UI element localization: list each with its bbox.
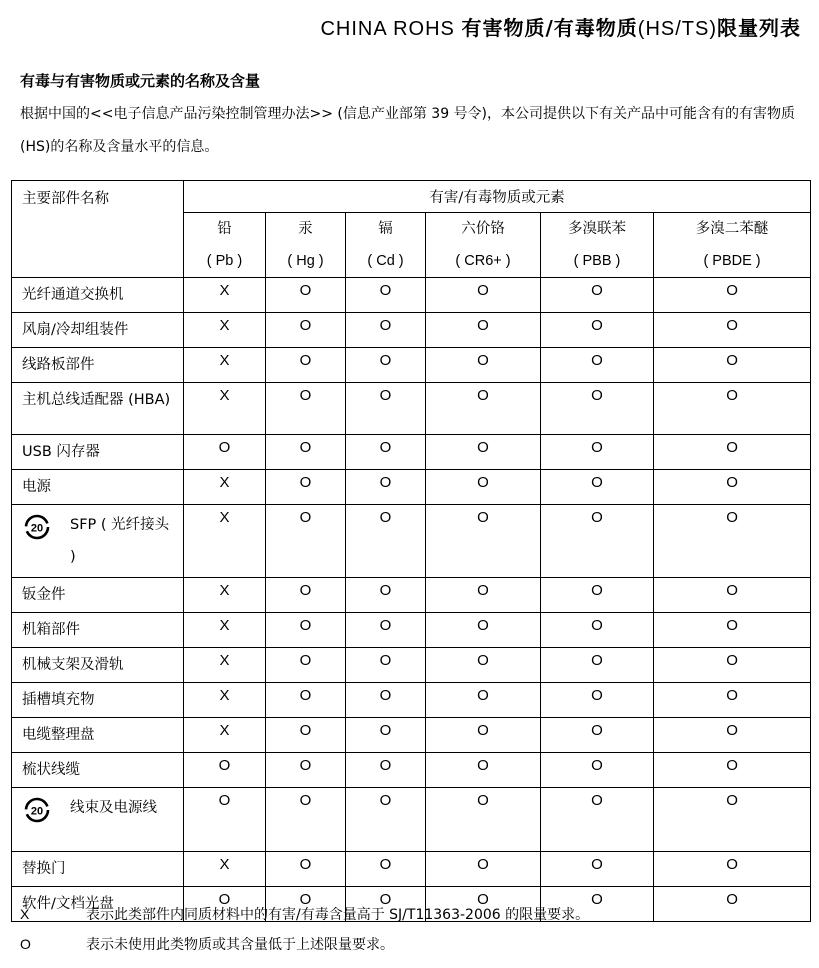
substance-value-cell: X	[184, 613, 266, 648]
substance-value-cell: O	[184, 435, 266, 470]
substance-value-cell: X	[184, 718, 266, 753]
substance-value-cell: O	[426, 278, 541, 313]
epup-label: 20	[30, 522, 44, 535]
substance-header	[184, 213, 266, 278]
substance-value-cell: O	[346, 753, 426, 788]
part-name-cell	[12, 505, 184, 578]
substance-value-cell: O	[654, 788, 811, 852]
part-name: 机械支架及滑轨	[22, 657, 124, 673]
table-row	[12, 753, 811, 788]
substance-value-cell: O	[266, 753, 346, 788]
part-name: 软件/文档光盘	[22, 896, 114, 912]
substance-name: 汞	[298, 221, 313, 237]
substance-value-cell: O	[346, 648, 426, 683]
substance-value-cell: O	[266, 683, 346, 718]
substance-value-cell: O	[346, 470, 426, 505]
substance-value-cell: O	[541, 348, 654, 383]
substance-value-cell: O	[654, 578, 811, 613]
part-name: 线路板部件	[22, 357, 95, 373]
part-header: 主要部件名称	[12, 181, 184, 278]
substance-value-cell: O	[266, 613, 346, 648]
substance-value-cell: O	[426, 313, 541, 348]
part-name-cell	[12, 435, 184, 470]
substance-value-cell: O	[266, 348, 346, 383]
substance-value-cell: O	[426, 470, 541, 505]
substance-symbol: ( Cd )	[367, 253, 404, 269]
substance-value-cell: O	[184, 887, 266, 922]
substance-value-cell: O	[654, 753, 811, 788]
substance-value-cell: O	[266, 435, 346, 470]
table-row	[12, 718, 811, 753]
substance-value-cell: O	[426, 683, 541, 718]
title-cjk: 有害物质/有毒物质	[461, 16, 638, 40]
substance-name: 多溴联苯	[568, 221, 626, 237]
intro-paragraph: 根据中国的<<电子信息产品污染控制管理办法>> (信息产业部第 39 号令)，本公司提供以下有关产品中可能含有的有害物质(HS)的名称及含量水平的信息。	[20, 106, 796, 155]
substance-value-cell: O	[346, 852, 426, 887]
substance-value-cell: O	[654, 613, 811, 648]
part-name: 替换门	[22, 861, 66, 877]
substance-value-cell: O	[346, 718, 426, 753]
title-end: 限量列表	[717, 16, 801, 40]
substance-value-cell: O	[426, 505, 541, 578]
substance-name: 铅	[217, 221, 232, 237]
substance-value-cell: O	[541, 505, 654, 578]
substance-header	[266, 213, 346, 278]
title-latin: CHINA ROHS	[320, 18, 462, 40]
table-row	[12, 578, 811, 613]
part-name-cell	[12, 683, 184, 718]
substance-value-cell: O	[541, 383, 654, 435]
legend-symbol: X	[20, 906, 30, 922]
part-name-cell	[12, 313, 184, 348]
substance-value-cell: O	[266, 852, 346, 887]
part-name: 光纤通道交换机	[22, 287, 124, 303]
part-name: 电源	[22, 479, 51, 495]
part-name-cell	[12, 278, 184, 313]
part-name: 主机总线适配器 (HBA)	[22, 392, 171, 408]
substance-value-cell: O	[654, 313, 811, 348]
part-name-cell	[12, 788, 184, 852]
substance-value-cell: O	[541, 718, 654, 753]
part-name-cell	[12, 383, 184, 435]
part-name: 插槽填充物	[22, 692, 95, 708]
substance-value-cell: O	[541, 683, 654, 718]
substance-group-header: 有害/有毒物质或元素	[184, 181, 811, 213]
substance-value-cell: O	[541, 753, 654, 788]
substance-value-cell: O	[266, 278, 346, 313]
part-name-cell	[12, 852, 184, 887]
part-name: 梳状线缆	[22, 762, 80, 778]
substance-name: 镉	[378, 221, 393, 237]
substance-value-cell: O	[346, 613, 426, 648]
part-name-cell	[12, 718, 184, 753]
substance-value-cell: O	[541, 578, 654, 613]
rohs-table	[11, 180, 811, 922]
substance-value-cell: X	[184, 313, 266, 348]
epup-20-year-icon	[24, 514, 50, 540]
substance-value-cell: O	[654, 383, 811, 435]
substance-value-cell: X	[184, 852, 266, 887]
part-name-cell	[12, 613, 184, 648]
substance-value-cell: O	[426, 648, 541, 683]
substance-value-cell: O	[426, 718, 541, 753]
part-name: 风扇/冷却组装件	[22, 322, 129, 338]
substance-value-cell: O	[266, 383, 346, 435]
title-paren: (HS/TS)	[637, 18, 717, 40]
substance-value-cell: O	[541, 313, 654, 348]
legend-symbol: O	[20, 936, 31, 952]
substance-symbol: ( PBDE )	[703, 253, 761, 269]
substance-value-cell: X	[184, 278, 266, 313]
substance-value-cell: O	[654, 852, 811, 887]
substance-value-cell: O	[541, 613, 654, 648]
substance-value-cell: X	[184, 348, 266, 383]
legend-text: 表示此类部件内同质材料中的有害/有毒含量高于 SJ/T11363-2006 的限量要求。	[86, 907, 590, 923]
substance-value-cell: O	[346, 683, 426, 718]
table-row	[12, 648, 811, 683]
substance-value-cell: O	[541, 648, 654, 683]
substance-value-cell: O	[426, 383, 541, 435]
substance-value-cell: O	[266, 887, 346, 922]
table-row	[12, 435, 811, 470]
table-row	[12, 683, 811, 718]
substance-value-cell: O	[426, 887, 541, 922]
part-name: USB 闪存器	[22, 444, 100, 460]
epup-label: 20	[30, 805, 44, 818]
substance-symbol: ( CR6+ )	[455, 253, 511, 269]
substance-value-cell: O	[541, 852, 654, 887]
substance-value-cell: O	[541, 435, 654, 470]
part-name-cell	[12, 648, 184, 683]
substance-value-cell: O	[426, 852, 541, 887]
substance-value-cell: O	[426, 613, 541, 648]
section-heading: 有毒与有害物质或元素的名称及含量	[20, 72, 261, 90]
substance-value-cell: X	[184, 648, 266, 683]
table-row	[12, 348, 811, 383]
substance-value-cell: O	[426, 578, 541, 613]
substance-value-cell: O	[654, 278, 811, 313]
part-name-cell	[12, 348, 184, 383]
substance-value-cell: O	[541, 278, 654, 313]
page-title	[320, 12, 801, 41]
part-name: SFP ( 光纤接头 )	[70, 517, 170, 565]
part-name: 线束及电源线	[70, 800, 157, 816]
table-row	[12, 613, 811, 648]
substance-symbol: ( PBB )	[573, 253, 621, 269]
substance-value-cell: O	[426, 348, 541, 383]
substance-value-cell: X	[184, 470, 266, 505]
substance-value-cell: O	[346, 278, 426, 313]
substance-value-cell: O	[654, 718, 811, 753]
substance-value-cell: O	[541, 470, 654, 505]
substance-value-cell: O	[654, 648, 811, 683]
part-name: 电缆整理盘	[22, 727, 95, 743]
substance-value-cell: O	[346, 435, 426, 470]
substance-symbol: ( Pb )	[206, 253, 243, 269]
substance-value-cell: O	[654, 348, 811, 383]
substance-header	[426, 213, 541, 278]
substance-value-cell: O	[426, 753, 541, 788]
substance-name: 六价铬	[461, 221, 505, 237]
substance-value-cell: O	[346, 313, 426, 348]
substance-value-cell: O	[346, 578, 426, 613]
substance-value-cell: O	[654, 435, 811, 470]
substance-value-cell: O	[184, 788, 266, 852]
table-row	[12, 470, 811, 505]
substance-name: 多溴二苯醚	[695, 221, 769, 237]
table-row	[12, 505, 811, 578]
substance-value-cell: O	[346, 887, 426, 922]
substance-value-cell: O	[346, 505, 426, 578]
epup-20-year-icon	[24, 797, 50, 823]
substance-symbol: ( Hg )	[287, 253, 324, 269]
part-name-cell	[12, 470, 184, 505]
substance-header	[346, 213, 426, 278]
table-row	[12, 383, 811, 435]
substance-value-cell: O	[346, 788, 426, 852]
table-row	[12, 852, 811, 887]
substance-value-cell: O	[426, 435, 541, 470]
table-row	[12, 278, 811, 313]
part-name: 钣金件	[22, 587, 66, 603]
substance-value-cell: O	[541, 887, 654, 922]
substance-value-cell: O	[184, 753, 266, 788]
substance-value-cell: O	[266, 313, 346, 348]
substance-value-cell: O	[266, 648, 346, 683]
substance-value-cell: O	[266, 788, 346, 852]
substance-value-cell: O	[266, 578, 346, 613]
substance-value-cell: O	[654, 470, 811, 505]
part-name: 机箱部件	[22, 622, 80, 638]
part-name-cell	[12, 578, 184, 613]
substance-value-cell: O	[654, 505, 811, 578]
table-row	[12, 313, 811, 348]
legend-x	[20, 904, 589, 924]
legend-text: 表示未使用此类物质或其含量低于上述限量要求。	[86, 937, 394, 953]
legend-o	[20, 934, 394, 954]
substance-value-cell: O	[654, 887, 811, 922]
table-row	[12, 788, 811, 852]
substance-value-cell: X	[184, 683, 266, 718]
substance-value-cell: O	[541, 788, 654, 852]
substance-value-cell: O	[266, 505, 346, 578]
part-name-cell	[12, 753, 184, 788]
substance-value-cell: O	[346, 383, 426, 435]
substance-value-cell: O	[346, 348, 426, 383]
substance-value-cell: X	[184, 505, 266, 578]
substance-value-cell: X	[184, 578, 266, 613]
substance-value-cell: O	[266, 718, 346, 753]
substance-value-cell: O	[654, 683, 811, 718]
substance-value-cell: O	[266, 470, 346, 505]
substance-header	[654, 213, 811, 278]
substance-header	[541, 213, 654, 278]
substance-value-cell: X	[184, 383, 266, 435]
substance-value-cell: O	[426, 788, 541, 852]
